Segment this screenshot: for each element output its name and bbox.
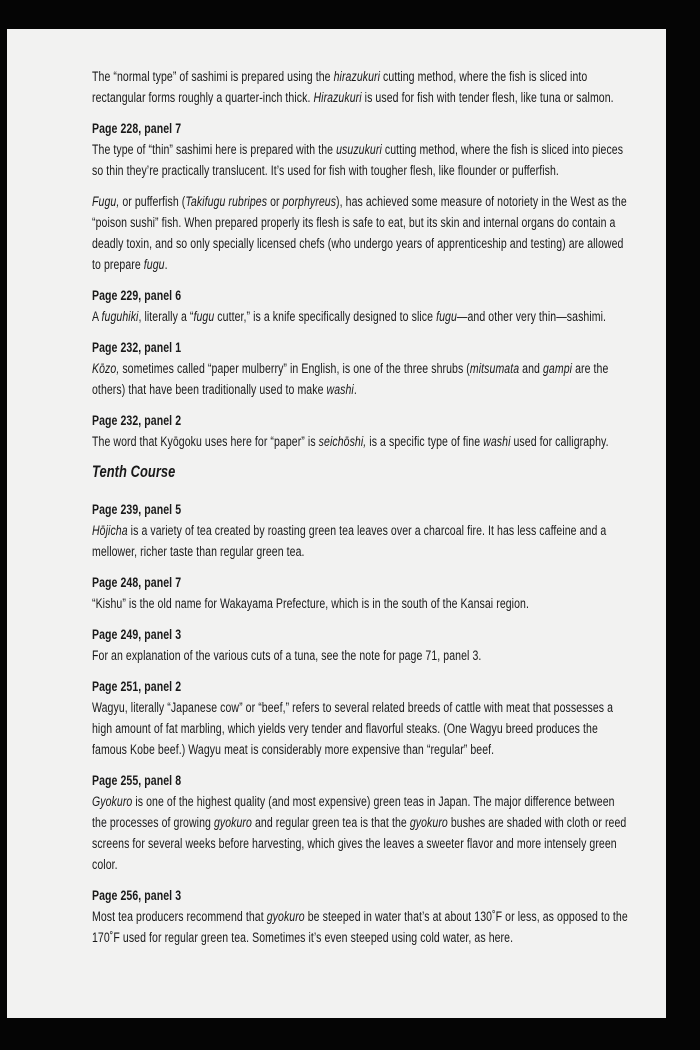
note-section bbox=[92, 499, 630, 562]
note-section bbox=[92, 885, 630, 948]
note-heading: Page 232, panel 1 bbox=[92, 340, 182, 355]
note-section bbox=[92, 337, 630, 400]
note-heading: Page 232, panel 2 bbox=[92, 413, 182, 428]
note-paragraph: The type of “thin” sashimi here is prepared with the usuzukuri cutting method, where the fish is sliced into pieces so thin they’re practically translucent. It’s used for fish with tougher flesh, like flounder or pufferfish. bbox=[92, 142, 624, 178]
note-heading: Page 239, panel 5 bbox=[92, 502, 182, 517]
note-paragraph: The “normal type” of sashimi is prepared using the hirazukuri cutting method, where the fish is sliced into rectangular forms roughly a quarter-inch thick. Hirazukuri is used for fish with tender flesh, like tuna or salmon. bbox=[92, 69, 614, 105]
note-section bbox=[92, 118, 630, 181]
note-paragraph: A fuguhiki, literally a “fugu cutter,” is a knife specifically designed to slice fugu—and other very thin—sashimi. bbox=[92, 309, 607, 324]
course-section bbox=[92, 462, 630, 483]
note-heading: Page 255, panel 8 bbox=[92, 773, 182, 788]
note-paragraph: Gyokuro is one of the highest quality (and most expensive) green teas in Japan. The major difference between the processes of growing gyokuro and regular green tea is that the gyokuro bushes are shaded with cloth or reed screens for several weeks before harvesting, which gives the leaves a sweeter flavor and more intensely green color. bbox=[92, 794, 627, 872]
note-section bbox=[92, 572, 630, 614]
note-paragraph: Fugu, or pufferfish (Takifugu rubripes or porphyreus), has achieved some measure of notoriety in the West as the “poison sushi” fish. When prepared properly its flesh is safe to eat, but its skin and internal organs do contain a deadly toxin, and so only specially licensed chefs (who undergo years of apprenticeship and testing) are allowed to prepare fugu. bbox=[92, 194, 627, 272]
note-paragraph: Wagyu, literally “Japanese cow” or “beef,” refers to several related breeds of cattle with meat that possesses a high amount of fat marbling, which yields very tender and flavorful steaks. (One Wagyu breed produces the famous Kobe beef.) Wagyu meat is considerably more expensive than “regular” beef. bbox=[92, 700, 614, 757]
note-section bbox=[92, 770, 630, 875]
book-page bbox=[7, 29, 666, 1018]
note-section bbox=[92, 410, 630, 452]
note-section bbox=[92, 285, 630, 327]
course-heading: Tenth Course bbox=[92, 463, 176, 481]
note-paragraph: For an explanation of the various cuts of a tuna, see the note for page 71, panel 3. bbox=[92, 648, 482, 663]
note-heading: Page 256, panel 3 bbox=[92, 888, 182, 903]
note-heading: Page 228, panel 7 bbox=[92, 121, 182, 136]
note-heading: Page 249, panel 3 bbox=[92, 627, 182, 642]
note-paragraph: The word that Kyōgoku uses here for “paper” is seichōshi, is a specific type of fine washi used for calligraphy. bbox=[92, 434, 609, 449]
note-section bbox=[92, 624, 630, 666]
note-paragraph: Hōjicha is a variety of tea created by roasting green tea leaves over a charcoal fire. It has less caffeine and a mellower, richer taste than regular green tea. bbox=[92, 523, 607, 559]
notes-list bbox=[92, 66, 630, 958]
note-paragraph: Kōzo, sometimes called “paper mulberry” in English, is one of the three shrubs (mitsumata and gampi are the others) that have been traditionally used to make washi. bbox=[92, 361, 609, 397]
note-paragraph: Most tea producers recommend that gyokuro be steeped in water that’s at about 130˚F or less, as opposed to the 170˚F used for regular green tea. Sometimes it’s even steeped using cold water, as here. bbox=[92, 909, 628, 945]
note-heading: Page 229, panel 6 bbox=[92, 288, 182, 303]
note-section bbox=[92, 676, 630, 760]
note-paragraph: “Kishu” is the old name for Wakayama Prefecture, which is in the south of the Kansai region. bbox=[92, 596, 529, 611]
note-heading: Page 251, panel 2 bbox=[92, 679, 182, 694]
note-heading: Page 248, panel 7 bbox=[92, 575, 182, 590]
paragraph-section bbox=[92, 191, 630, 275]
paragraph-section bbox=[92, 66, 630, 108]
